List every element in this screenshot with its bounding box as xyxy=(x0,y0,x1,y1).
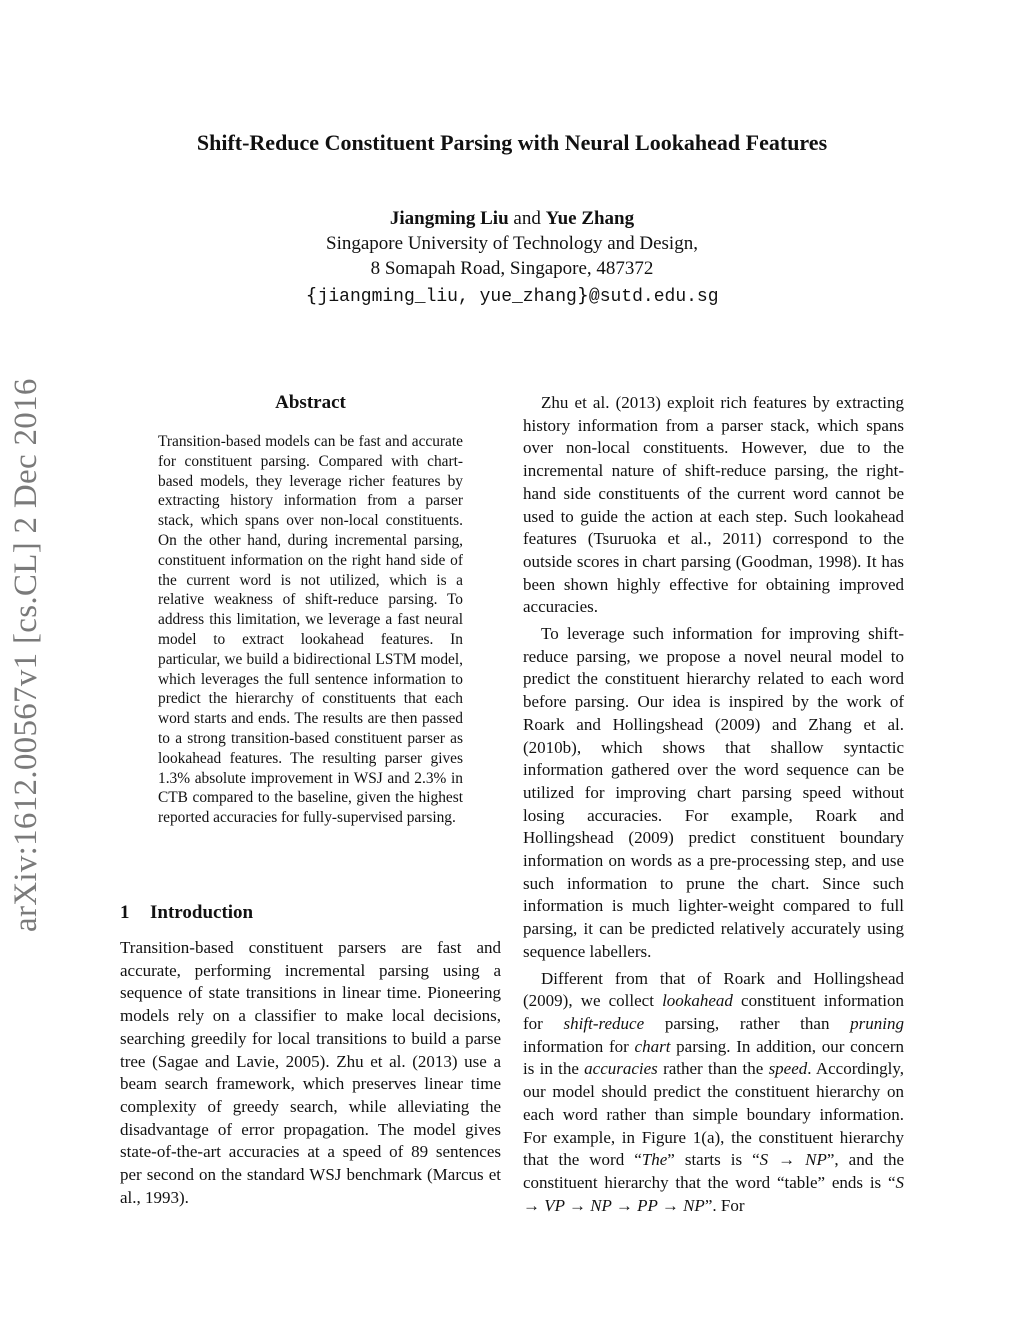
author-name: Jiangming Liu xyxy=(389,208,509,229)
text-run: . Accordingly, our model should predict the constituent hierarchy on each word rather than simple boundary information. For example, in Figure 1(a), the constituent hierarchy that the word “ xyxy=(523,1059,904,1170)
arxiv-identifier: arXiv:1612.00567v1 [cs.CL] 2 Dec 2016 xyxy=(8,378,44,932)
author-block xyxy=(0,206,1024,310)
emphasis: speed xyxy=(768,1059,808,1079)
text-run: ” starts is “ xyxy=(667,1150,760,1170)
text-run: constituent information for xyxy=(523,991,905,1033)
affiliation-line: Singapore University of Technology and Design, xyxy=(326,233,698,254)
author-names xyxy=(0,206,1024,231)
text-run: parsing, rather than xyxy=(644,1013,851,1033)
text-run: Different from that of Roark and Hollingshead (2009), we collect xyxy=(523,968,904,1011)
author-name: Yue Zhang xyxy=(545,208,635,229)
intro-paragraph xyxy=(523,968,904,1218)
emphasis: shift-reduce xyxy=(563,1013,645,1033)
emphasis: The xyxy=(641,1150,668,1170)
text-run: ”. For xyxy=(704,1195,745,1215)
abstract-text: Transition-based models can be fast and accurate for constituent parsing. Compared with chart-based models, they leverage richer features by extracting history information from a parser stack, which spans over non-local constituents. On the other hand, during incremental parsing, constituent information on the right hand side of the current word is not utilized, which is a relative weakness of shift-reduce parsing. To address this limitation, we leverage a fast neural model to extract lookahead features. In particular, we build a bidirectional LSTM model, which leverages the full sentence information to predict the hierarchy of constituents that each word starts and ends. The results are then passed to a strong transition-based constituent parser as lookahead features. The resulting parser gives 1.3% absolute improvement in WSJ and 2.3% in CTB compared to the baseline, given the highest reported accuracies for fully-supervised parsing. xyxy=(158,433,463,827)
email-domain: @sutd.edu.sg xyxy=(588,287,719,307)
text-run: parsing. In addition, our concern is in the xyxy=(523,1036,904,1079)
intro-paragraph: To leverage such information for improving shift-reduce parsing, we propose a novel neural model to predict the constituent hierarchy related to each word before parsing. Our idea is inspired by the work of Roark and Hollingshead (2009) and Zhang et al. (2010b), which shows that shallow syntactic information gathered over the word sequence can be utilized for improving chart parsing speed without losing accuracies. For example, Roark and Hollingshead (2009) predict constituent boundary information on words as a pre-processing step, and use such information to prune the chart. Since such information is much lighter-weight compared to full parsing, it can be predicted relatively accurately using sequence labellers. xyxy=(523,624,904,961)
right-column xyxy=(523,392,904,1221)
address-line: 8 Somapah Road, Singapore, 487372 xyxy=(370,258,654,279)
intro-paragraph: Transition-based constituent parsers are fast and accurate, performing incremental parsing using a sequence of state transitions in linear time. Pioneering models rely on a classifier to make local decisions, searching greedily for local transitions to build a parse tree (Sagae and Lavie, 2005). Zhu et al. (2013) use a beam search framework, which preserves linear time complexity of greedy search, while alleviating the disadvantage of error propagation. The model gives state-of-the-art accuracies at a speed of 89 sentences per second on the standard WSJ benchmark (Marcus et al., 1993). xyxy=(120,938,501,1207)
emphasis: lookahead xyxy=(662,991,733,1011)
text-run: rather than the xyxy=(657,1059,769,1079)
abstract-heading: Abstract xyxy=(275,392,346,413)
text-run: ”, and the constituent hierarchy that the word “table” ends is “ xyxy=(523,1150,904,1192)
intro-paragraph: Zhu et al. (2013) exploit rich features by extracting history information from a parser stack, which spans over non-local constituents. However, due to the incremental nature of shift-reduce parsing, the right-hand side constituents of the current word cannot be used to guide the action at each step. Such lookahead features (Tsuruoka et al., 2011) correspond to the outside scores in chart parsing (Goodman, 1998). It has been shown highly effective for obtaining improved accuracies. xyxy=(523,393,904,617)
paper-title: Shift-Reduce Constituent Parsing with Neural Lookahead Features xyxy=(196,130,828,155)
email-users: jiangming_liu, yue_zhang xyxy=(317,287,577,307)
email-open-brace: { xyxy=(305,284,318,306)
emphasis: accuracies xyxy=(584,1059,658,1079)
text-run: information for xyxy=(523,1036,635,1056)
emphasis: chart xyxy=(634,1036,671,1056)
emphasis: S → VP → NP → PP → NP xyxy=(523,1172,904,1215)
emphasis: S → NP xyxy=(759,1150,827,1170)
section-number: 1 xyxy=(120,902,130,923)
email-line xyxy=(0,283,1024,310)
section-heading xyxy=(120,902,253,924)
section-title: Introduction xyxy=(150,902,254,923)
author-conjunction: and xyxy=(513,208,541,229)
emphasis: pruning xyxy=(850,1013,905,1033)
email-close-brace: } xyxy=(576,284,589,306)
